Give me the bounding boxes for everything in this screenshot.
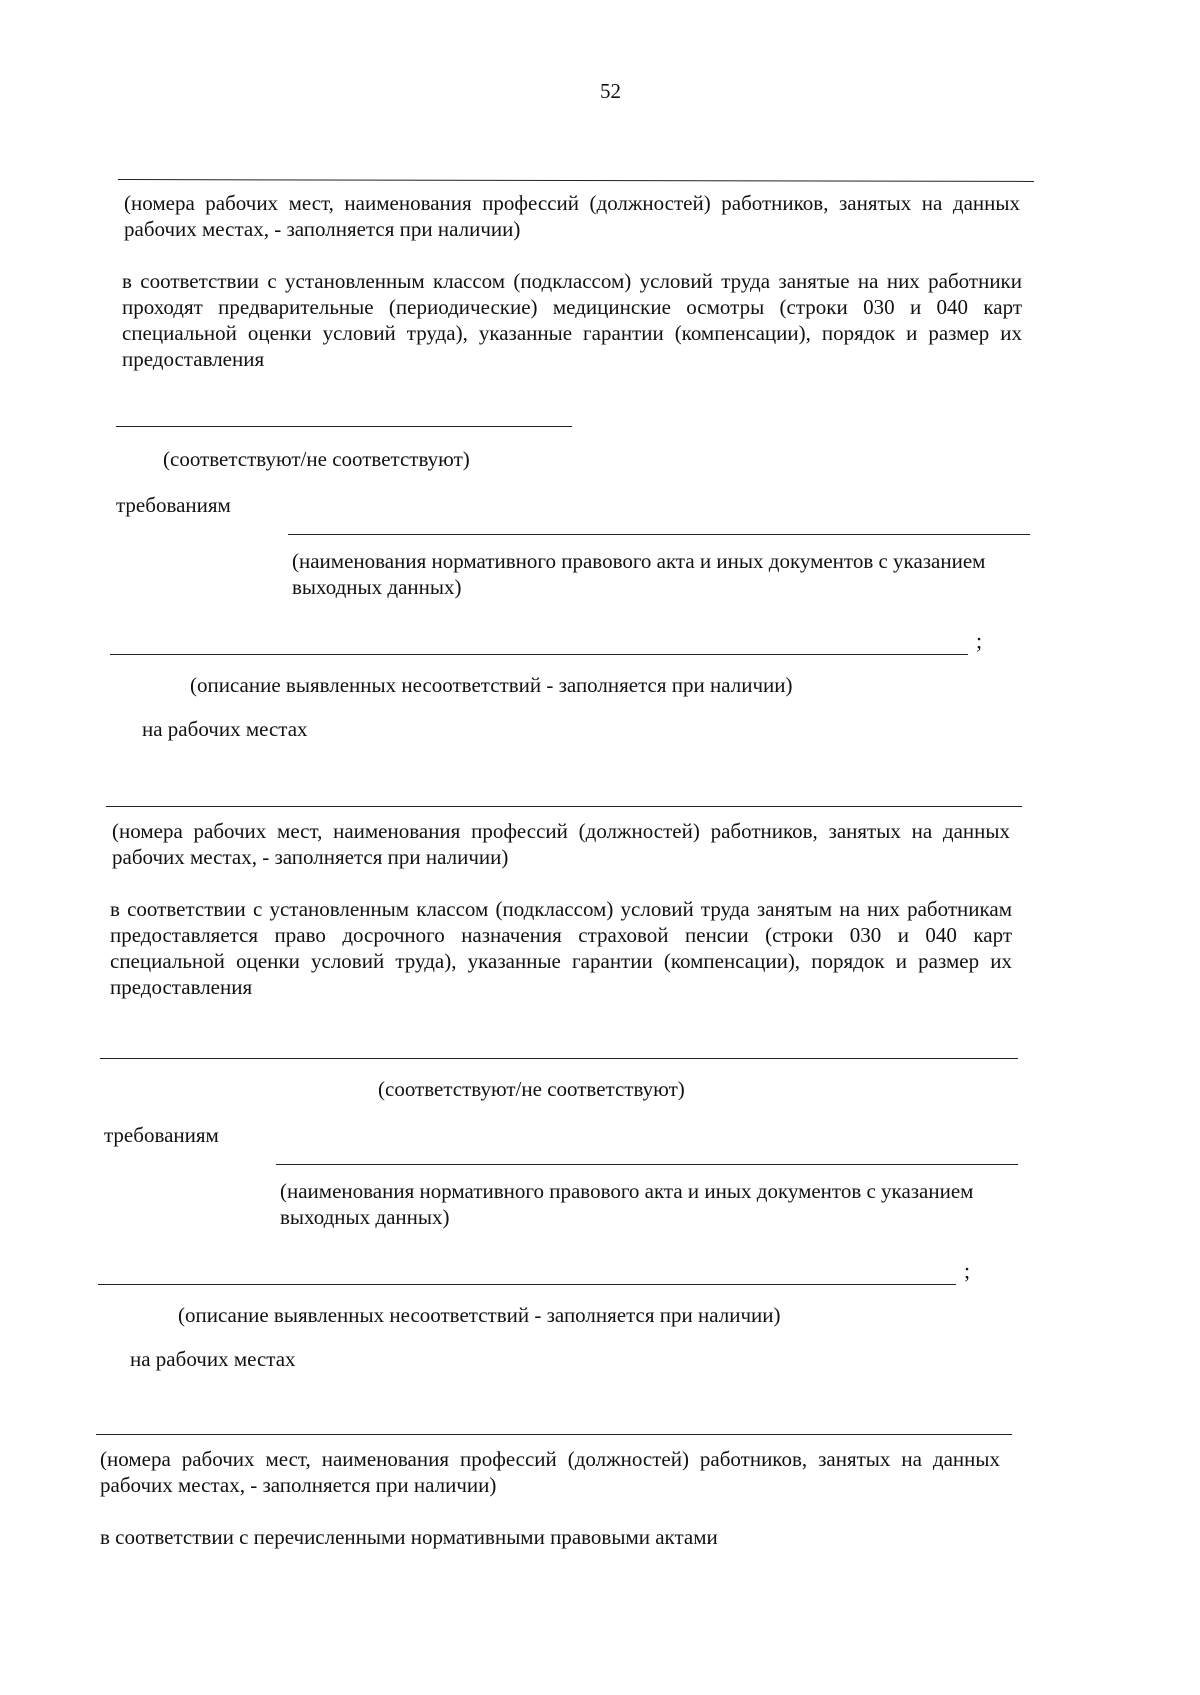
positions-caption: (номера рабочих мест, наименования профессий (должностей) работников, занятых на данных рабочих местах, - заполняется при наличии) xyxy=(124,191,1020,241)
semicolon: ; xyxy=(976,628,983,653)
requirements-label: требованиям xyxy=(116,493,231,517)
compliance-caption: (соответствуют/не соответствуют) xyxy=(378,1077,685,1101)
acts-caption: (наименования нормативного правового акта и иных документов с указанием выходных данных) xyxy=(280,1179,974,1229)
discrepancies-caption: (описание выявленных несоответствий - заполняется при наличии) xyxy=(190,673,793,697)
positions-caption: (номера рабочих мест, наименования профессий (должностей) работников, занятых на данных рабочих местах, - заполняется при наличии) xyxy=(112,819,1010,869)
compliance-field-line[interactable] xyxy=(100,1058,1018,1059)
page-number: 52 xyxy=(600,79,621,103)
acts-caption: (наименования нормативного правового акта и иных документов с указанием выходных данных) xyxy=(292,549,986,599)
workplaces-label: на рабочих местах xyxy=(142,717,308,741)
acts-field-line[interactable] xyxy=(276,1164,1018,1165)
positions-field-line[interactable] xyxy=(106,806,1022,807)
acts-field-line[interactable] xyxy=(288,534,1030,535)
positions-field-line[interactable] xyxy=(118,179,1034,182)
discrepancies-field-line[interactable] xyxy=(110,654,968,655)
positions-caption: (номера рабочих мест, наименования профессий (должностей) работников, занятых на данных рабочих местах, - заполняется при наличии) xyxy=(100,1447,1000,1497)
medical-exam-paragraph: в соответствии с установленным классом (подклассом) условий труда занятые на них работники проходят предварительные (периодические) медицинские осмотры (строки 030 и 040 карт специальной оценки условий труда), указанные гарантии (компенсации), порядок и размер их предоставления xyxy=(122,269,1022,371)
positions-field-line[interactable] xyxy=(96,1434,1012,1435)
closing-line: в соответствии с перечисленными нормативными правовыми актами xyxy=(100,1525,718,1549)
pension-paragraph: в соответствии с установленным классом (подклассом) условий труда занятым на них работникам предоставляется право досрочного назначения страховой пенсии (строки 030 и 040 карт специальной оценки условий труда), указанные гарантии (компенсации), порядок и размер их предоставления xyxy=(110,897,1012,999)
requirements-label: требованиям xyxy=(104,1123,219,1147)
discrepancies-caption: (описание выявленных несоответствий - заполняется при наличии) xyxy=(178,1303,781,1327)
discrepancies-field-line[interactable] xyxy=(98,1284,956,1285)
compliance-field-line[interactable] xyxy=(116,426,572,427)
compliance-caption: (соответствуют/не соответствуют) xyxy=(163,447,470,471)
workplaces-label: на рабочих местах xyxy=(130,1347,296,1371)
semicolon: ; xyxy=(964,1258,971,1283)
